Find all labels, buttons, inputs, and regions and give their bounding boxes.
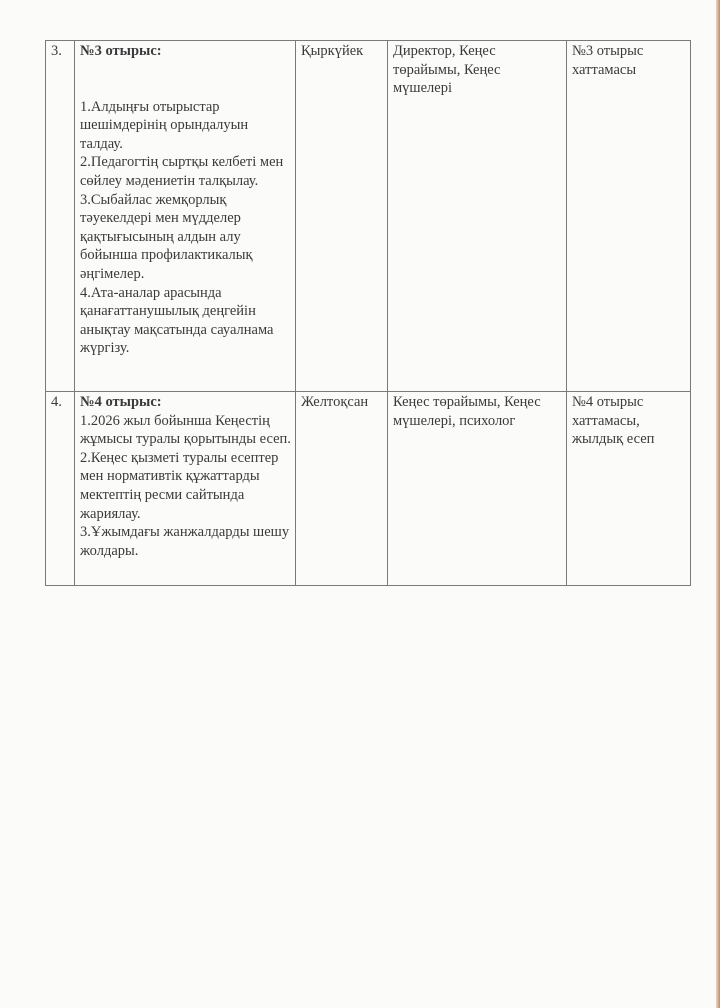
- agenda-item: 2.Педагогтің сыртқы келбеті мен сөйлеу мәдениетін талқылау.: [80, 154, 284, 189]
- plan-table: [45, 40, 691, 586]
- responsible-cell: Кеңес төрайымы, Кеңес мүшелері, психолог: [388, 392, 567, 586]
- meeting-title: №3 отырыс:: [80, 43, 162, 59]
- blank-line: [80, 61, 291, 98]
- agenda-item: 3.Сыбайлас жемқорлық тәуекелдері мен мүдделер қақтығысының алдын алу бойынша профилактикалық әңгімелер.: [80, 191, 253, 282]
- agenda-item: 2.Кеңес қызметі туралы есептер мен нормативтік құжаттарды мектептің ресми сайтында жариялау.: [80, 449, 279, 522]
- result-cell: №4 отырыс хаттамасы, жылдық есеп: [567, 392, 691, 586]
- meeting-topic-cell: [75, 41, 296, 392]
- page-edge: [716, 0, 720, 1008]
- month-cell: Желтоқсан: [296, 392, 388, 586]
- responsible-cell: Директор, Кеңес төрайымы, Кеңес мүшелері: [388, 41, 567, 392]
- agenda-item: 1.Алдыңғы отырыстар шешімдерінің орындалуын талдау.: [80, 98, 249, 152]
- row-number: 3.: [46, 41, 75, 392]
- table-row: [46, 41, 691, 392]
- agenda-item: 1.2026 жыл бойынша Кеңестің жұмысы туралы қорытынды есеп.: [80, 412, 291, 448]
- meeting-topic-cell: [75, 392, 296, 586]
- agenda-item: 4.Ата-аналар арасында қанағаттанушылық деңгейін анықтау мақсатында сауалнама жүргізу.: [80, 284, 274, 357]
- table-row: [46, 392, 691, 586]
- month-cell: Қыркүйек: [296, 41, 388, 392]
- result-cell: №3 отырыс хаттамасы: [567, 41, 691, 392]
- agenda-item: 3.Ұжымдағы жанжалдарды шешу жолдары.: [80, 524, 290, 559]
- row-number: 4.: [46, 392, 75, 586]
- meeting-title: №4 отырыс:: [80, 394, 162, 410]
